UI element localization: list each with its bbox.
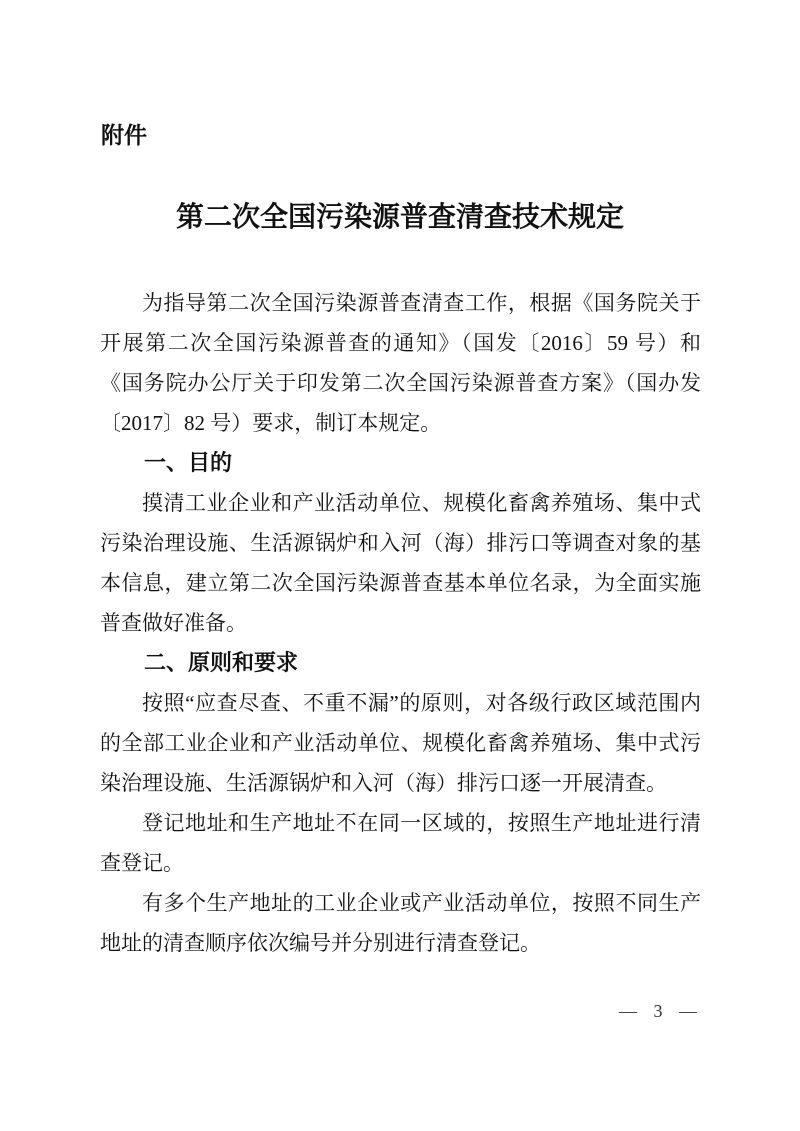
- section-heading: 二、原则和要求: [144, 650, 299, 675]
- body-paragraph: 摸清工业企业和产业活动单位、规模化畜禽养殖场、集中式污染治理设施、生活源锅炉和入河（海）排污口等调查对象的基本信息，建立第二次全国污染源普查基本单位名录，为全面实施普查做好准备。: [100, 491, 701, 635]
- body-paragraph: 有多个生产地址的工业企业或产业活动单位，按照不同生产地址的清查顺序依次编号并分别进行清查登记。: [100, 891, 701, 955]
- body-paragraph: 为指导第二次全国污染源普查清查工作，根据《国务院关于开展第二次全国污染源普查的通知》（国发〔2016〕59 号）和《国务院办公厅关于印发第二次全国污染源普查方案》（国办发〔2017〕82 号）要求，制订本规定。: [100, 291, 701, 435]
- document-title: 第二次全国污染源普查清查技术规定: [175, 201, 624, 232]
- page-number: — 3 —: [619, 1001, 700, 1021]
- document-body: [100, 283, 701, 963]
- body-paragraph: 登记地址和生产地址不在同一区域的，按照生产地址进行清查登记。: [100, 811, 701, 875]
- body-paragraph: 按照“应查尽查、不重不漏”的原则，对各级行政区域范围内的全部工业企业和产业活动单位、规模化畜禽养殖场、集中式污染治理设施、生活源锅炉和入河（海）排污口逐一开展清查。: [100, 691, 701, 795]
- section-heading: 一、目的: [144, 450, 233, 475]
- attachment-label: 附件: [101, 122, 147, 148]
